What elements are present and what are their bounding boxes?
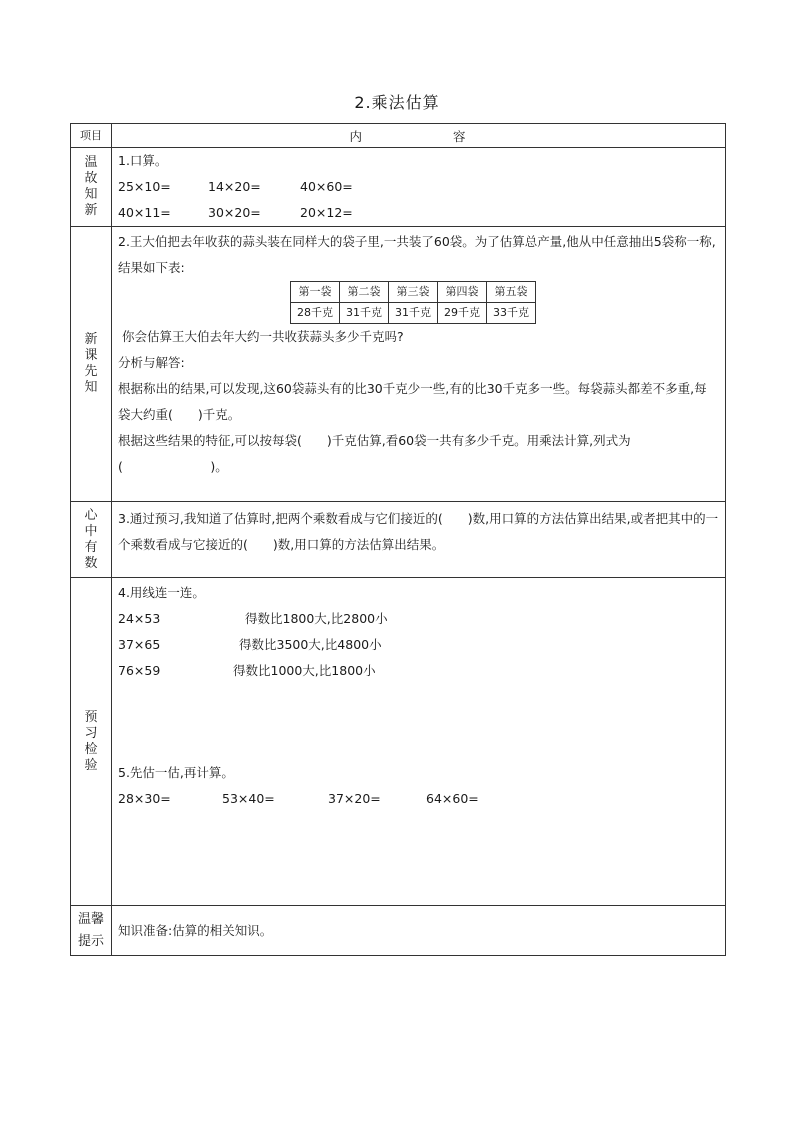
match-row-1: 24×53 得数比1800大,比2800小 bbox=[118, 611, 388, 626]
new-question: 你会估算王大伯去年大约一共收获蒜头多少千克吗? bbox=[122, 329, 404, 344]
match-row-3: 76×59 得数比1000大,比1800小 bbox=[118, 663, 376, 678]
q4-title: 4.用线连一连。 bbox=[118, 585, 205, 600]
check-content bbox=[112, 578, 726, 906]
review-row1: 25×10= 14×20= 40×60= bbox=[118, 179, 353, 194]
mind-label: 心中有数 bbox=[71, 502, 112, 578]
header-row bbox=[71, 124, 726, 148]
q5-items: 28×30= 53×40= 37×20= 64×60= bbox=[118, 791, 479, 806]
worksheet-table bbox=[70, 123, 726, 956]
match-space bbox=[118, 684, 719, 760]
tips-label: 温馨提示 bbox=[71, 906, 112, 956]
mind-content bbox=[112, 502, 726, 578]
analysis-1: 根据称出的结果,可以发现,这60袋蒜头有的比30千克少一些,有的比30千克多一些。每袋蒜头都差不多重,每袋大约重( )千克。 bbox=[118, 381, 707, 422]
new-q-text: 2.王大伯把去年收获的蒜头装在同样大的袋子里,一共装了60袋。为了估算总产量,他从中任意抽出5袋称一称,结果如下表: bbox=[118, 234, 716, 275]
new-row bbox=[71, 227, 726, 502]
review-q-title: 1.口算。 bbox=[118, 153, 168, 168]
q5-title: 5.先估一估,再计算。 bbox=[118, 765, 234, 780]
tips-row bbox=[71, 906, 726, 956]
tips-text: 知识准备:估算的相关知识。 bbox=[118, 922, 273, 938]
new-label: 新课先知 bbox=[71, 227, 112, 502]
tips-content bbox=[112, 906, 726, 956]
analysis-title: 分析与解答: bbox=[118, 355, 185, 370]
header-content: 内 容 bbox=[112, 124, 726, 148]
check-row bbox=[71, 578, 726, 906]
review-content bbox=[112, 148, 726, 227]
page-title: 2.乘法估算 bbox=[354, 93, 440, 112]
bag-weight-table: 第一袋 第二袋 第三袋 第四袋 第五袋 28千克 31千克 31千克 29千克 33千克 bbox=[290, 281, 536, 324]
check-label: 预习检验 bbox=[71, 578, 112, 906]
review-row bbox=[71, 148, 726, 227]
mind-row bbox=[71, 502, 726, 578]
new-content bbox=[112, 227, 726, 502]
match-row-2: 37×65 得数比3500大,比4800小 bbox=[118, 637, 382, 652]
header-project: 项目 bbox=[71, 124, 112, 148]
review-label: 温故知新 bbox=[71, 148, 112, 227]
review-row2: 40×11= 30×20= 20×12= bbox=[118, 205, 353, 220]
analysis-2: 根据这些结果的特征,可以按每袋( )千克估算,看60袋一共有多少千克。用乘法计算,列式为( )。 bbox=[118, 433, 631, 474]
mind-text: 3.通过预习,我知道了估算时,把两个乘数看成与它们接近的( )数,用口算的方法估算出结果,或者把其中的一个乘数看成与它接近的( )数,用口算的方法估算出结果。 bbox=[118, 511, 719, 552]
